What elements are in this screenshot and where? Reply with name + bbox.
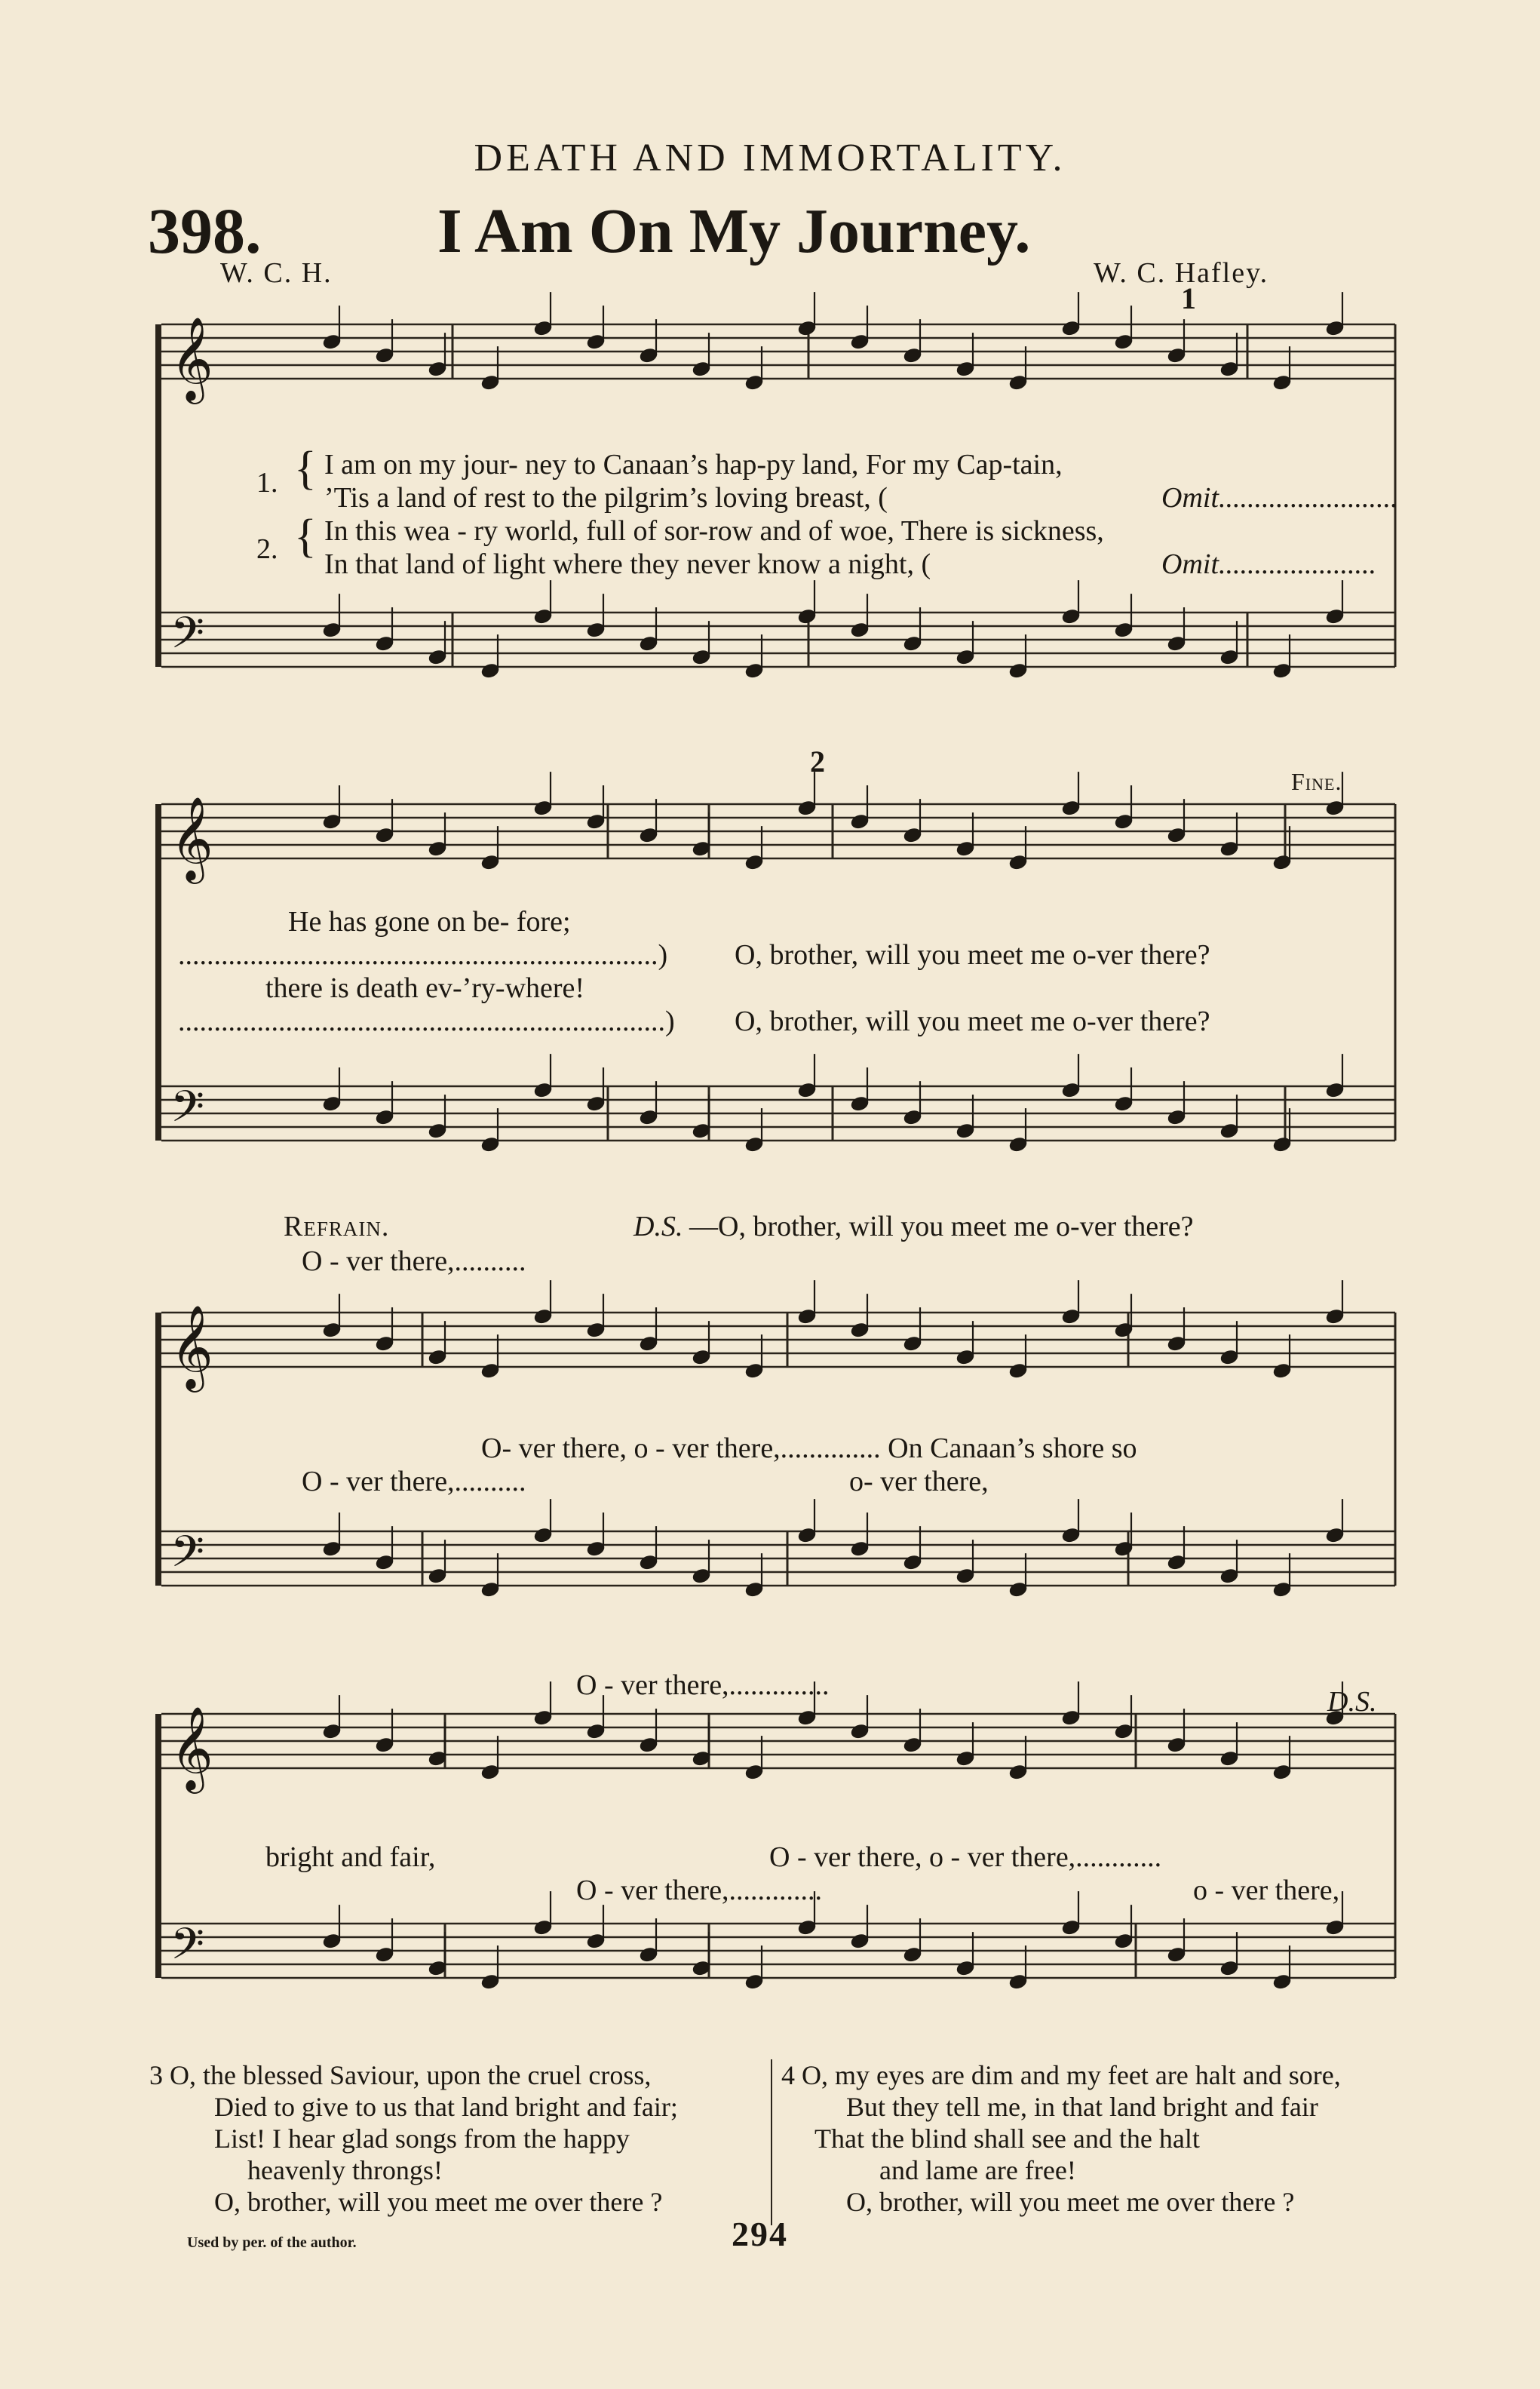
- system-4-lyric-above: O - ver there,..............: [576, 1669, 830, 1701]
- stanza-3: [149, 2059, 678, 2218]
- verse-1-line-1: I am on my jour- ney to Canaan’s hap-py land, For my Cap-tain,: [324, 449, 1063, 481]
- treble-clef-icon: 𝄞: [170, 1706, 213, 1790]
- bass-clef-icon: 𝄢: [170, 607, 205, 669]
- system-2-lyric-2-dots: ...................................................................): [178, 939, 668, 971]
- ending-mark-2: 2: [810, 745, 825, 778]
- verse-number-2: 2.: [256, 533, 278, 565]
- system-3-lyric-above: O - ver there,..........: [302, 1245, 526, 1277]
- stanza-4-line-3: That the blind shall see and the halt: [814, 2123, 1200, 2154]
- ds-italic: D.S.: [633, 1211, 683, 1242]
- stanza-4-line-4: and lame are free!: [879, 2155, 1076, 2185]
- system-4-lyric-mid: bright and fair,: [265, 1841, 436, 1873]
- refrain-label: Refrain.: [284, 1211, 390, 1242]
- system-4-lyric-below-2: o - ver there,: [1193, 1875, 1340, 1906]
- verse-1-line-2: ’Tis a land of rest to the pilgrim’s loving breast, (: [324, 482, 888, 514]
- stanza-4-line-5: O, brother, will you meet me over there ?: [846, 2187, 1295, 2217]
- ending-mark-1: 1: [1181, 281, 1196, 315]
- system-2-lyric-1: He has gone on be- fore;: [288, 906, 571, 938]
- system-4-lyric-mid-2: O - ver there, o - ver there,............: [769, 1841, 1162, 1873]
- stanza-3-line-2: Died to give to us that land bright and fair;: [214, 2092, 678, 2122]
- treble-clef-icon: 𝄞: [170, 796, 213, 880]
- treble-clef-icon: 𝄞: [170, 1304, 213, 1389]
- verse-2-omit: Omit......................: [1161, 548, 1376, 580]
- hymn-number: 398.: [148, 195, 262, 267]
- brace-verse-1: {: [294, 443, 317, 494]
- fine-mark: Fine.: [1291, 768, 1342, 795]
- stanza-3-line-1: 3 O, the blessed Saviour, upon the cruel cross,: [149, 2060, 652, 2090]
- system-3-lyric-mid: O- ver there, o - ver there,.............. On Canaan’s shore so: [481, 1432, 1137, 1464]
- bass-clef-icon: 𝄢: [170, 1081, 205, 1143]
- page-number: 294: [732, 2215, 788, 2253]
- words-author: W. C. H.: [220, 257, 333, 289]
- hymn-title: I Am On My Journey.: [437, 196, 1031, 266]
- verse-2-line-1: In this wea - ry world, full of sor-row and of woe, There is sickness,: [324, 515, 1104, 547]
- treble-clef-icon: 𝄞: [170, 316, 213, 401]
- stanza-4-line-1: 4 O, my eyes are dim and my feet are halt and sore,: [781, 2060, 1341, 2090]
- verse-1-omit: Omit.........................: [1161, 482, 1398, 514]
- section-title: DEATH AND IMMORTALITY.: [474, 137, 1066, 180]
- verse-2-line-2: In that land of light where they never know a night, (: [324, 548, 931, 580]
- ds-lyric: —O, brother, will you meet me o-ver there?: [689, 1211, 1194, 1242]
- system-2-lyric-4-dots: ....................................................................): [178, 1006, 675, 1037]
- ds-mark: D.S.: [1327, 1686, 1377, 1718]
- stanza-3-line-3: List! I hear glad songs from the happy: [214, 2123, 630, 2154]
- system-2-lyric-2: O, brother, will you meet me o-ver there?: [735, 939, 1210, 971]
- brace-verse-2: {: [294, 511, 317, 562]
- stanza-3-line-5: O, brother, will you meet me over there ?: [214, 2187, 663, 2217]
- system-3-lyric-below: O - ver there,..........: [302, 1466, 526, 1497]
- stanza-4-line-2: But they tell me, in that land bright and fair: [846, 2092, 1318, 2122]
- stanza-divider: [771, 2059, 772, 2225]
- bass-clef-icon: 𝄢: [170, 1526, 205, 1588]
- system-2-lyric-4: O, brother, will you meet me o-ver there?: [735, 1006, 1210, 1037]
- verse-number-1: 1.: [256, 467, 278, 499]
- system-4-lyric-below: O - ver there,.............: [576, 1875, 823, 1906]
- system-3-lyric-below-2: o- ver there,: [849, 1466, 989, 1497]
- stanza-4: [781, 2059, 1341, 2218]
- bass-clef-icon: 𝄢: [170, 1918, 205, 1980]
- stanza-3-line-4: heavenly throngs!: [247, 2155, 443, 2185]
- system-2-lyric-3: there is death ev-’ry-where!: [265, 972, 585, 1004]
- permission-note: Used by per. of the author.: [187, 2234, 357, 2251]
- music-author: W. C. Hafley.: [1094, 257, 1269, 289]
